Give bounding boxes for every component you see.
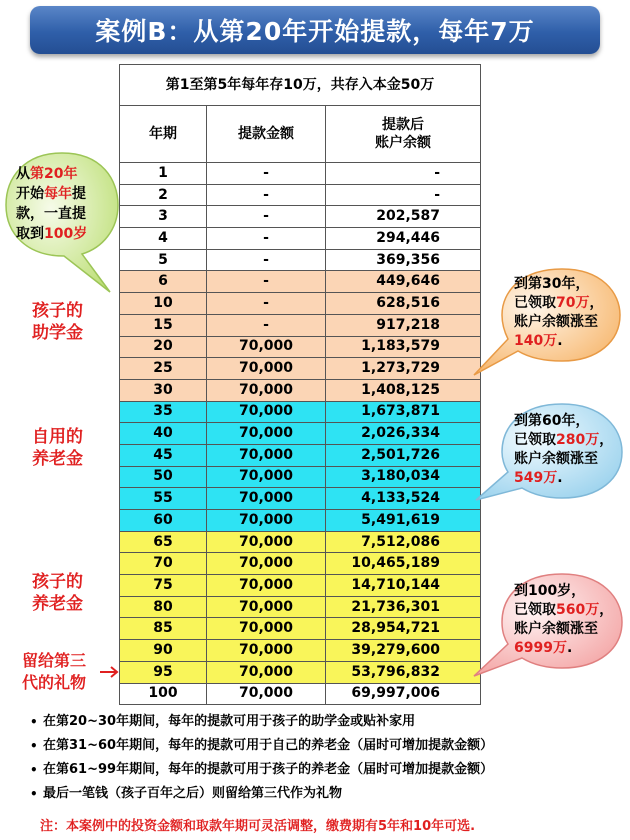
cell-year: 2	[120, 184, 207, 206]
callout-age100-line2c: ，	[599, 602, 614, 618]
callout-line1b: 第20年	[30, 166, 78, 182]
table-header-row	[120, 106, 481, 163]
label-gift-line2: 代的礼物	[22, 673, 87, 692]
cell-withdraw: 70,000	[207, 575, 326, 597]
callout-age100-line3: 账户余额涨至	[514, 621, 598, 637]
cell-year: 45	[120, 444, 207, 466]
cell-balance: 5,491,619	[326, 510, 481, 532]
table-row	[120, 184, 481, 206]
callout-year60-line2c: ，	[599, 432, 614, 448]
cell-withdraw: 70,000	[207, 683, 326, 705]
callout-age100	[466, 570, 630, 690]
header-balance-line2: 账户余额	[375, 135, 431, 151]
callout-year30-line2a: 已领取	[514, 295, 556, 311]
table-row	[120, 553, 481, 575]
label-self-pension	[32, 426, 83, 470]
cell-withdraw: 70,000	[207, 379, 326, 401]
cell-balance: 1,673,871	[326, 401, 481, 423]
callout-line3: 款，一直提	[16, 206, 86, 222]
table-row	[120, 206, 481, 228]
table-row	[120, 401, 481, 423]
callout-year30-line2c: ，	[589, 295, 604, 311]
callout-line1a: 从	[16, 166, 30, 182]
cell-withdraw: -	[207, 206, 326, 228]
bullet-icon: •	[30, 739, 38, 753]
label-gift-line1: 留给第三	[22, 651, 87, 670]
cell-balance: 202,587	[326, 206, 481, 228]
cell-balance: 28,954,721	[326, 618, 481, 640]
callout-line2b: 每年	[44, 186, 72, 202]
callout-line2a: 开始	[16, 186, 44, 202]
callout-line4a: 取到	[16, 226, 44, 242]
cell-withdraw: 70,000	[207, 444, 326, 466]
cell-year: 25	[120, 358, 207, 380]
table-row	[120, 596, 481, 618]
cell-balance: 2,501,726	[326, 444, 481, 466]
label-education-line2: 助学金	[32, 323, 83, 343]
callout-year30-line4b: .	[557, 333, 563, 349]
cell-withdraw: 70,000	[207, 510, 326, 532]
table-row	[120, 618, 481, 640]
callout-line2c: 提	[72, 186, 86, 202]
cell-year: 100	[120, 683, 207, 705]
cell-balance: 14,710,144	[326, 575, 481, 597]
cell-year: 1	[120, 163, 207, 185]
label-child-line1: 孩子的	[32, 572, 83, 592]
bullet-text: 在第20~30年期间，每年的提款可用于孩子的助学金或贴补家用	[43, 714, 416, 729]
cell-withdraw: -	[207, 228, 326, 250]
callout-line4b: 100岁	[44, 226, 88, 242]
table-row	[120, 661, 481, 683]
cell-withdraw: 70,000	[207, 661, 326, 683]
callout-age100-line2a: 已领取	[514, 602, 556, 618]
label-child-pension	[32, 571, 83, 615]
label-child-line2: 养老金	[32, 594, 83, 614]
cell-year: 80	[120, 596, 207, 618]
cell-balance: 369,356	[326, 249, 481, 271]
table-row	[120, 510, 481, 532]
callout-year60-line1: 到第60年，	[514, 413, 590, 429]
cell-balance: 628,516	[326, 293, 481, 315]
header-balance	[326, 106, 481, 163]
table-row	[120, 683, 481, 705]
cell-year: 85	[120, 618, 207, 640]
callout-age100-line2b: 560万	[556, 602, 600, 618]
callout-year60-line4: 549万	[514, 470, 558, 486]
bullet-list	[30, 710, 620, 806]
callout-year30-line3: 账户余额涨至	[514, 314, 598, 330]
cell-balance: 21,736,301	[326, 596, 481, 618]
bullet-item	[30, 710, 620, 734]
table-row	[120, 466, 481, 488]
bullet-text: 最后一笔钱（孩子百年之后）则留给第三代作为礼物	[43, 786, 343, 801]
label-education-line1: 孩子的	[32, 301, 83, 321]
callout-year30	[470, 265, 630, 385]
withdrawal-table	[119, 64, 481, 705]
cell-withdraw: 70,000	[207, 618, 326, 640]
arrow-right-icon	[100, 664, 124, 680]
bullet-icon: •	[30, 763, 38, 777]
header-year: 年期	[120, 106, 207, 163]
cell-year: 90	[120, 640, 207, 662]
cell-balance: 4,133,524	[326, 488, 481, 510]
table-row	[120, 444, 481, 466]
table-note: 第1至第5年每年存10万，共存入本金50万	[120, 65, 481, 106]
cell-balance: 3,180,034	[326, 466, 481, 488]
cell-year: 50	[120, 466, 207, 488]
bullet-icon: •	[30, 715, 38, 729]
table-row	[120, 640, 481, 662]
cell-withdraw: 70,000	[207, 531, 326, 553]
footnote: 注：本案例中的投资金额和取款年期可灵活调整，缴费期有5年和10年可选.	[40, 819, 476, 834]
start-withdrawal-callout	[2, 150, 122, 300]
cell-balance: 449,646	[326, 271, 481, 293]
callout-year30-line4: 140万	[514, 333, 558, 349]
cell-year: 6	[120, 271, 207, 293]
callout-year60-line2b: 280万	[556, 432, 600, 448]
label-self-line2: 养老金	[32, 449, 83, 469]
cell-year: 15	[120, 314, 207, 336]
bullet-text: 在第61~99年期间，每年的提款可用于孩子的养老金（届时可增加提款金额）	[43, 762, 494, 777]
cell-withdraw: 70,000	[207, 466, 326, 488]
cell-balance: 1,408,125	[326, 379, 481, 401]
cell-withdraw: -	[207, 293, 326, 315]
cell-withdraw: -	[207, 184, 326, 206]
cell-year: 65	[120, 531, 207, 553]
callout-year60	[470, 400, 630, 520]
cell-withdraw: -	[207, 249, 326, 271]
callout-year60-line4b: .	[557, 470, 563, 486]
bullet-item	[30, 734, 620, 758]
table-row	[120, 271, 481, 293]
table-row	[120, 423, 481, 445]
cell-withdraw: 70,000	[207, 336, 326, 358]
cell-balance: 1,273,729	[326, 358, 481, 380]
cell-year: 10	[120, 293, 207, 315]
callout-age100-line4b: .	[566, 640, 573, 656]
cell-balance: 69,997,006	[326, 683, 481, 705]
cell-balance: 2,026,334	[326, 423, 481, 445]
cell-withdraw: -	[207, 314, 326, 336]
cell-withdraw: 70,000	[207, 596, 326, 618]
table-row	[120, 163, 481, 185]
cell-balance: 39,279,600	[326, 640, 481, 662]
callout-age100-line1: 到100岁，	[514, 583, 586, 599]
cell-balance: -	[326, 163, 481, 185]
callout-year30-line2b: 70万	[556, 295, 590, 311]
callout-year60-line3: 账户余额涨至	[514, 451, 598, 467]
cell-withdraw: 70,000	[207, 401, 326, 423]
cell-withdraw: 70,000	[207, 488, 326, 510]
table-row	[120, 228, 481, 250]
cell-withdraw: 70,000	[207, 423, 326, 445]
table-row	[120, 336, 481, 358]
cell-balance: 917,218	[326, 314, 481, 336]
cell-year: 30	[120, 379, 207, 401]
cell-withdraw: 70,000	[207, 358, 326, 380]
cell-year: 75	[120, 575, 207, 597]
header-withdraw: 提款金额	[207, 106, 326, 163]
cell-year: 4	[120, 228, 207, 250]
table-note-row	[120, 65, 481, 106]
table-row	[120, 249, 481, 271]
cell-year: 40	[120, 423, 207, 445]
label-education-fund	[32, 300, 83, 344]
bullet-icon: •	[30, 787, 38, 801]
cell-year: 95	[120, 661, 207, 683]
table-row	[120, 293, 481, 315]
table-row	[120, 358, 481, 380]
cell-balance: 1,183,579	[326, 336, 481, 358]
callout-year30-line1: 到第30年，	[514, 276, 590, 292]
table-row	[120, 314, 481, 336]
cell-year: 20	[120, 336, 207, 358]
label-gift	[22, 650, 86, 694]
table-row	[120, 379, 481, 401]
cell-withdraw: 70,000	[207, 640, 326, 662]
bullet-item	[30, 782, 620, 806]
bullet-text: 在第31~60年期间，每年的提款可用于自己的养老金（届时可增加提款金额）	[43, 738, 494, 753]
table-row	[120, 531, 481, 553]
cell-year: 5	[120, 249, 207, 271]
cell-withdraw: -	[207, 163, 326, 185]
table-row	[120, 575, 481, 597]
label-self-line1: 自用的	[32, 427, 83, 447]
callout-year60-line2a: 已领取	[514, 432, 556, 448]
callout-age100-line4: 6999万	[514, 640, 567, 656]
cell-year: 35	[120, 401, 207, 423]
cell-year: 60	[120, 510, 207, 532]
cell-balance: -	[326, 184, 481, 206]
table-row	[120, 488, 481, 510]
header-balance-line1: 提款后	[382, 117, 424, 133]
cell-balance: 10,465,189	[326, 553, 481, 575]
cell-withdraw: -	[207, 271, 326, 293]
bullet-item	[30, 758, 620, 782]
page-title: 案例B：从第20年开始提款，每年7万	[30, 6, 600, 54]
cell-year: 55	[120, 488, 207, 510]
cell-year: 70	[120, 553, 207, 575]
cell-balance: 294,446	[326, 228, 481, 250]
cell-balance: 53,796,832	[326, 661, 481, 683]
cell-year: 3	[120, 206, 207, 228]
cell-balance: 7,512,086	[326, 531, 481, 553]
cell-withdraw: 70,000	[207, 553, 326, 575]
